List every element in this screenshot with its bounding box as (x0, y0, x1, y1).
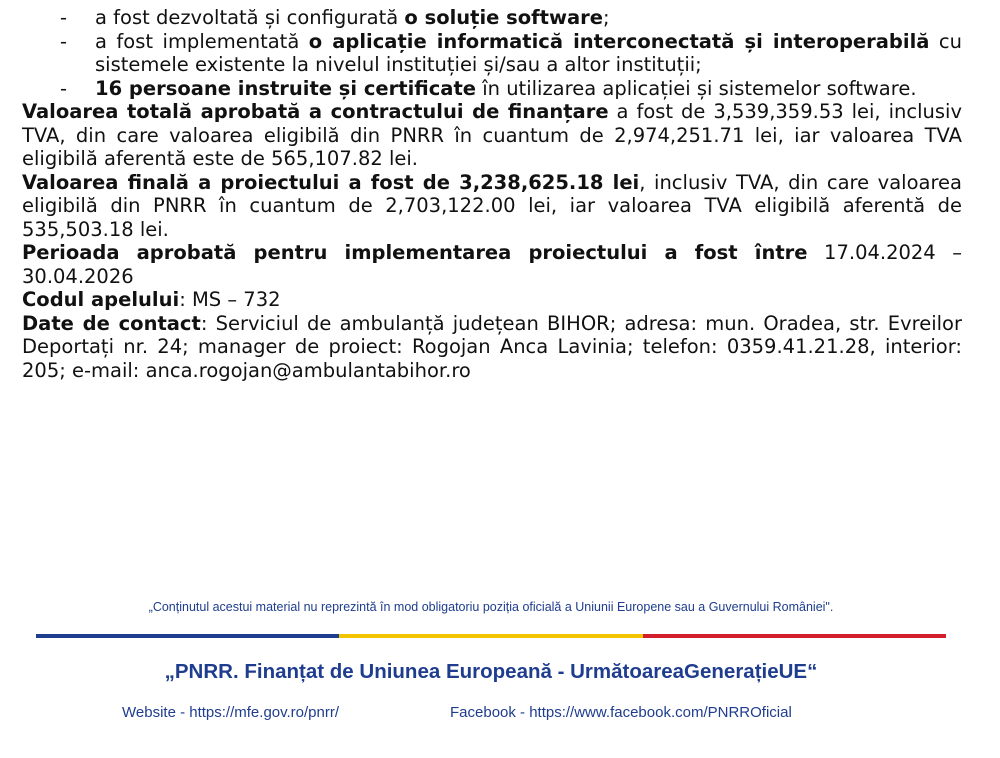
final-value-label: Valoarea finală a proiectului a fost de 3,238,625.18 lei (22, 170, 640, 194)
item-bold-text: o aplicație informatică interconectată și interoperabilă (308, 29, 930, 53)
item-bold-text: 16 persoane instruite și certificate (95, 76, 477, 100)
contact-text: : Serviciul de ambulanță județean BIHOR; adresa: mun. Oradea, str. Evreilor Deportați nr. 24; manager de proiect: Rogojan Anca Lavinia; telefon: 0359.41.21.28, interior: 205; e-mail: anca.rogojan@ambulantabihor.ro (22, 311, 962, 382)
total-value-paragraph (22, 100, 962, 171)
website-link[interactable]: Website - https://mfe.gov.ro/pnrr/ (122, 704, 340, 721)
item-text: cu sistemele existente la nivelul instituției și/sau a altor instituții; (95, 29, 962, 76)
period-label: Perioada aprobată pentru implementarea proiectului a fost între (22, 241, 808, 264)
flag-stripe-yellow (339, 634, 642, 638)
final-value-text: , inclusiv TVA, din care valoarea eligibilă din PNRR în cuantum de 2,703,122.00 lei, iar valoarea TVA eligibilă aferentă de 535,503.18 lei. (22, 170, 963, 241)
list-item (22, 77, 962, 101)
item-text: a fost dezvoltată și configurată (95, 6, 405, 29)
list-item (22, 6, 962, 30)
call-code-text: : MS – 732 (179, 288, 281, 311)
pnrr-slogan: „PNRR. Finanțat de Uniunea Europeană - UrmătoareaGenerațieUE“ (164, 660, 818, 683)
item-bold-text: o soluție software (404, 6, 604, 29)
dash-bullet: - (60, 76, 68, 100)
result-list (22, 6, 962, 100)
flag-stripe-blue (36, 634, 339, 638)
flag-stripe-red (643, 634, 946, 638)
item-text: în utilizarea aplicației și sistemelor software. (476, 76, 917, 100)
call-code-paragraph (22, 288, 962, 312)
flag-divider (36, 634, 946, 638)
disclaimer-text: „Conținutul acestui material nu reprezintă în mod obligatoriu poziția oficială a Uniunii Europene sau a Guvernului României". (148, 600, 834, 614)
call-code-label: Codul apelului (22, 288, 180, 311)
dash-bullet: - (60, 29, 68, 53)
total-value-text: a fost de 3,539,359.53 lei, inclusiv TVA, din care valoarea eligibilă din PNRR în cuantum de 2,974,251.71 lei, iar valoarea TVA eligibilă aferentă este de 565,107.82 lei. (22, 100, 962, 170)
document-body (22, 6, 962, 382)
period-text: 17.04.2024 – 30.04.2026 (22, 241, 963, 288)
contact-paragraph (22, 312, 962, 383)
facebook-link[interactable]: Facebook - https://www.facebook.com/PNRROficial (450, 704, 792, 721)
item-text: ; (603, 6, 610, 29)
dash-bullet: - (60, 6, 68, 29)
final-value-paragraph (22, 171, 962, 242)
item-text: a fost implementată (95, 29, 309, 53)
period-paragraph (22, 241, 962, 288)
total-value-label: Valoarea totală aprobată a contractului de finanțare (22, 100, 609, 123)
list-item (22, 30, 962, 77)
contact-label: Date de contact (22, 311, 201, 335)
